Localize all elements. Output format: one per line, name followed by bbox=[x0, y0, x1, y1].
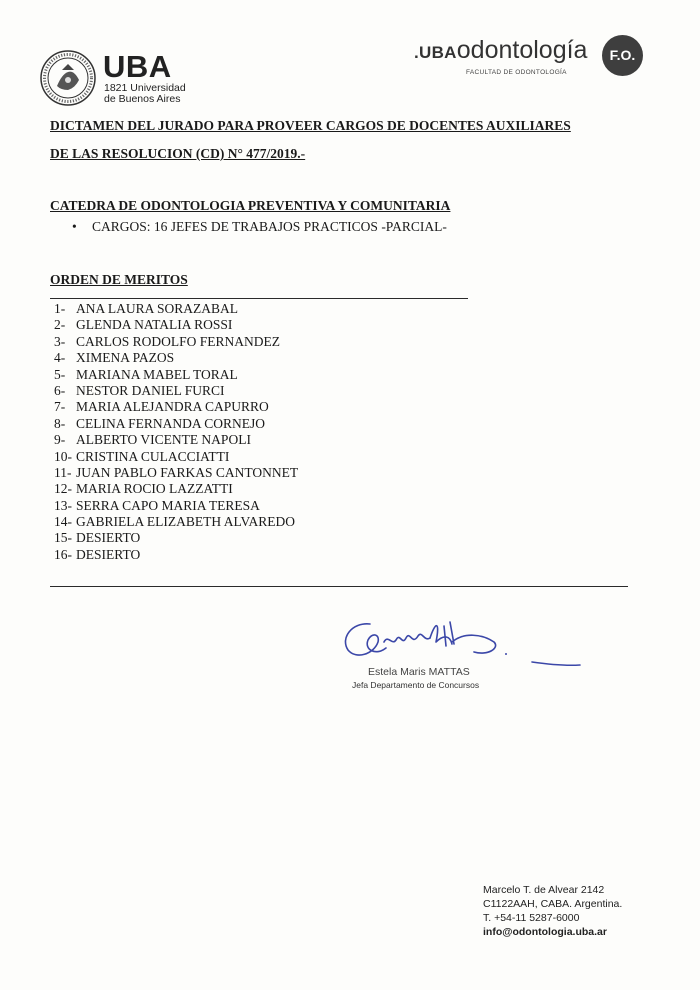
uba-subtitle-line1: 1821 Universidad bbox=[104, 82, 186, 94]
merit-number: 3- bbox=[54, 333, 66, 349]
merit-name: GABRIELA ELIZABETH ALVAREDO bbox=[76, 514, 295, 530]
merit-name: XIMENA PAZOS bbox=[76, 350, 175, 366]
orden-de-meritos-heading: ORDEN DE MERITOS bbox=[50, 272, 188, 287]
odo-prefix: .UBA bbox=[414, 43, 457, 62]
catedra-heading: CATEDRA DE ODONTOLOGIA PREVENTIVA Y COMUNITARIA bbox=[50, 198, 451, 213]
signatory-role: Jefa Departamento de Concursos bbox=[352, 680, 480, 690]
merit-name: MARIA ROCIO LAZZATTI bbox=[76, 481, 233, 497]
merit-row bbox=[54, 301, 298, 317]
uba-subtitle-line2: de Buenos Aires bbox=[104, 93, 181, 105]
merit-number: 5- bbox=[54, 366, 66, 382]
merit-number: 13- bbox=[54, 497, 72, 513]
uba-seal-logo bbox=[40, 50, 96, 106]
merit-number: 14- bbox=[54, 514, 72, 530]
merit-row bbox=[54, 432, 298, 448]
odo-name: odontología bbox=[456, 36, 588, 64]
merit-number: 11- bbox=[54, 464, 72, 480]
merit-name: CELINA FERNANDA CORNEJO bbox=[76, 415, 266, 431]
merit-name: CRISTINA CULACCIATTI bbox=[76, 448, 230, 464]
document-title-line1: DICTAMEN DEL JURADO PARA PROVEER CARGOS DE DOCENTES AUXILIARES bbox=[50, 118, 571, 133]
divider-line bbox=[50, 586, 628, 587]
signatory-name: Estela Maris MATTAS bbox=[368, 666, 470, 678]
merit-name: ALBERTO VICENTE NAPOLI bbox=[76, 432, 251, 448]
merit-name: JUAN PABLO FARKAS CANTONNET bbox=[76, 464, 299, 480]
merit-row bbox=[54, 334, 298, 350]
merit-number: 4- bbox=[54, 350, 66, 366]
merit-name: SERRA CAPO MARIA TERESA bbox=[76, 497, 260, 513]
uba-wordmark: UBA bbox=[103, 49, 172, 84]
divider-line bbox=[50, 298, 468, 299]
merit-name: MARIA ALEJANDRA CAPURRO bbox=[76, 399, 269, 415]
merit-row bbox=[54, 383, 298, 399]
merit-name: DESIERTO bbox=[76, 530, 141, 546]
merit-number: 9- bbox=[54, 432, 66, 448]
merit-number: 6- bbox=[54, 382, 66, 398]
merit-row bbox=[54, 449, 298, 465]
footer-contact bbox=[483, 883, 622, 939]
merit-number: 2- bbox=[54, 317, 66, 333]
merit-name: ANA LAURA SORAZABAL bbox=[76, 301, 239, 316]
merit-number: 8- bbox=[54, 415, 66, 431]
footer-address-line2: C1122AAH, CABA. Argentina. bbox=[483, 898, 623, 910]
merit-row bbox=[54, 399, 298, 415]
merit-row bbox=[54, 367, 298, 383]
merit-row bbox=[54, 465, 298, 481]
merit-number: 15- bbox=[54, 530, 72, 546]
merit-name: DESIERTO bbox=[76, 546, 141, 562]
merit-list bbox=[54, 301, 298, 563]
merit-name: NESTOR DANIEL FURCI bbox=[76, 382, 225, 398]
odo-faculty-subtitle: FACULTAD DE ODONTOLOGÍA bbox=[466, 69, 567, 76]
merit-row bbox=[54, 317, 298, 333]
merit-row bbox=[54, 514, 298, 530]
merit-row bbox=[54, 530, 298, 546]
footer-address-line1: Marcelo T. de Alvear 2142 bbox=[483, 884, 605, 896]
merit-number: 10- bbox=[54, 448, 72, 464]
merit-number: 16- bbox=[54, 546, 72, 562]
merit-name: GLENDA NATALIA ROSSI bbox=[76, 317, 233, 333]
handwritten-signature bbox=[332, 612, 592, 672]
bullet-icon: • bbox=[72, 219, 77, 234]
fo-badge-logo: F.O. bbox=[602, 35, 643, 76]
merit-name: CARLOS RODOLFO FERNANDEZ bbox=[76, 333, 281, 349]
merit-row bbox=[54, 350, 298, 366]
merit-number: 1- bbox=[54, 301, 66, 316]
uba-odontologia-logo bbox=[414, 38, 587, 63]
footer-email: info@odontologia.uba.ar bbox=[483, 926, 607, 938]
merit-number: 12- bbox=[54, 481, 72, 497]
cargos-text: CARGOS: 16 JEFES DE TRABAJOS PRACTICOS -PARCIAL- bbox=[92, 219, 447, 234]
merit-row bbox=[54, 481, 298, 497]
footer-phone: T. +54-11 5287-6000 bbox=[483, 912, 580, 924]
merit-row bbox=[54, 416, 298, 432]
merit-name: MARIANA MABEL TORAL bbox=[76, 366, 238, 382]
merit-number: 7- bbox=[54, 399, 66, 415]
document-title-line2: DE LAS RESOLUCION (CD) N° 477/2019.- bbox=[50, 146, 306, 161]
merit-row bbox=[54, 498, 298, 514]
cargos-item bbox=[72, 219, 447, 235]
merit-row bbox=[54, 547, 298, 563]
